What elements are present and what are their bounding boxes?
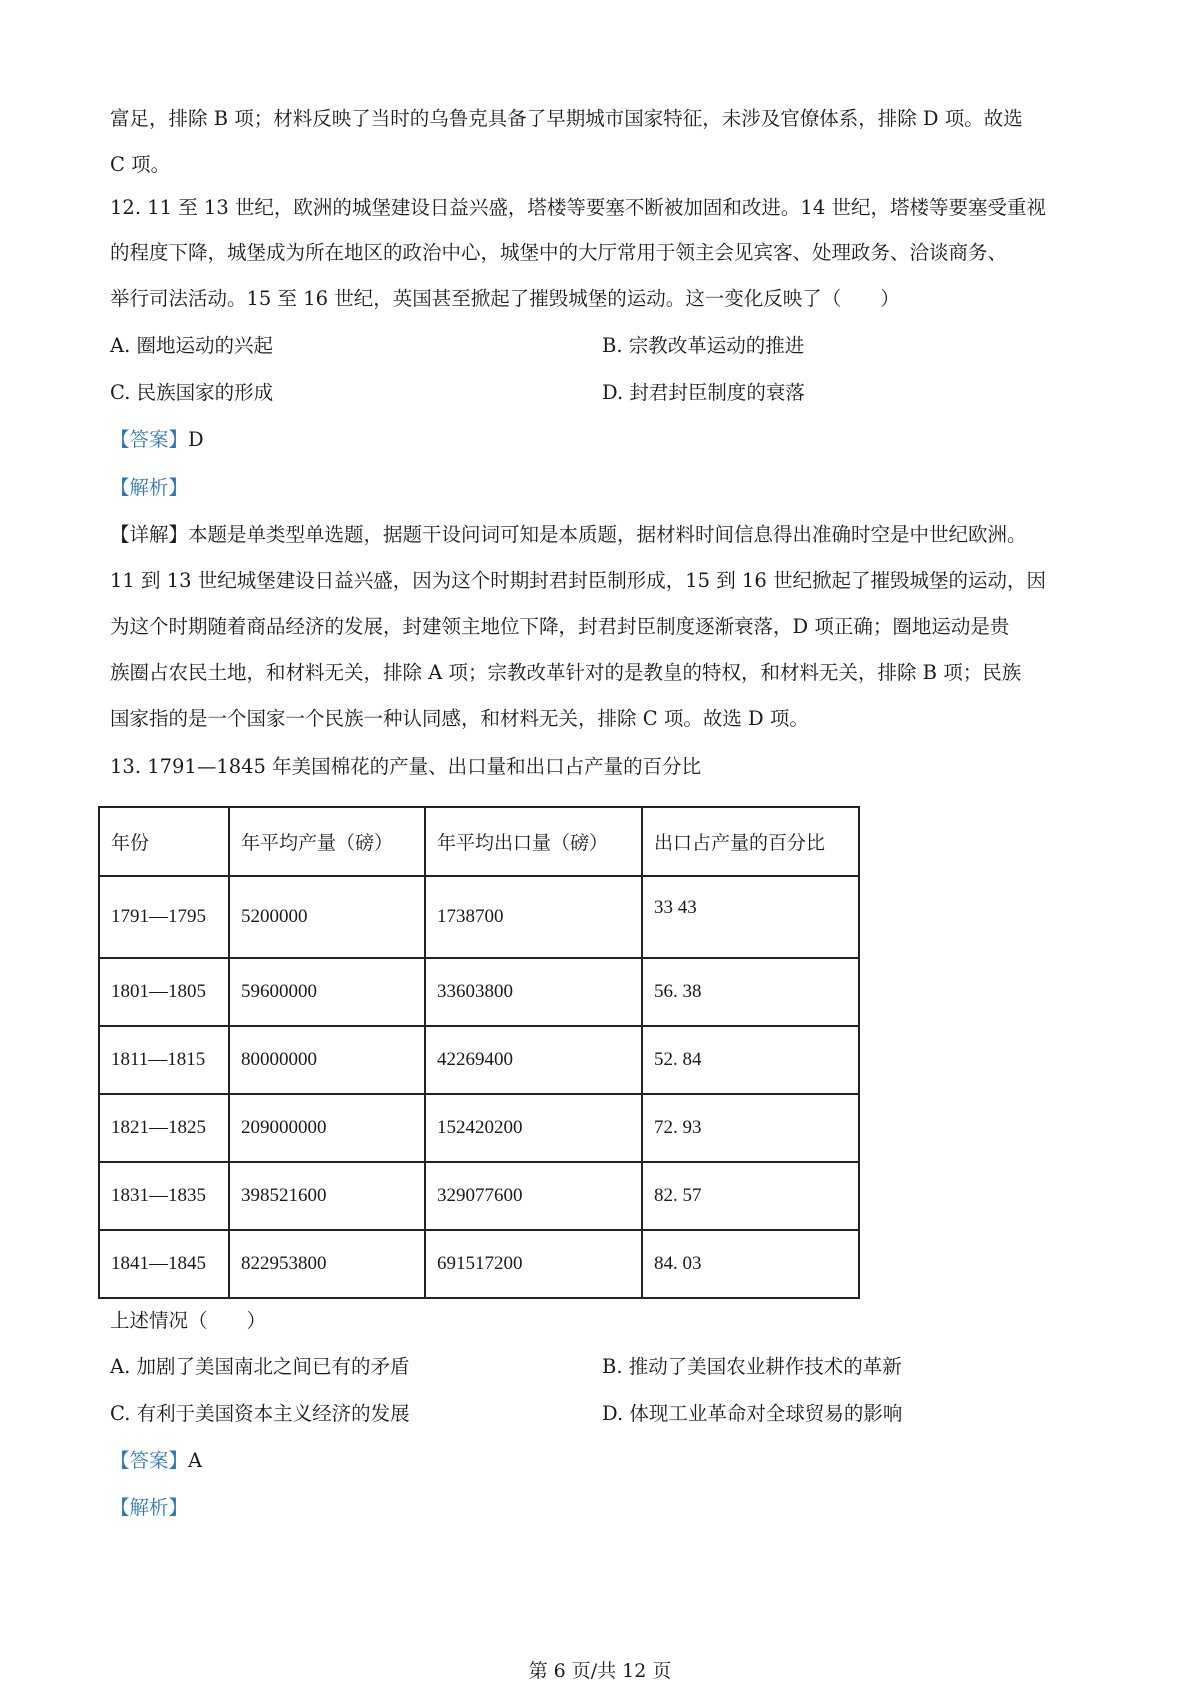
q13-answer — [110, 1447, 202, 1475]
table-header-row — [99, 807, 859, 876]
table-cell: 80000000 — [229, 1026, 425, 1094]
q12-stem-line-1: 12. 11 至 13 世纪，欧洲的城堡建设日益兴盛，塔楼等要塞不断被加固和改进。14 世纪，塔楼等要塞受重视 — [110, 196, 1046, 219]
q12-detail-line-1: 【详解】本题是单类型单选题，据题干设问词可知是本质题，据材料时间信息得出准确时空是中世纪欧洲。 — [110, 523, 1027, 546]
table-header-cell: 年平均产量（磅） — [229, 807, 425, 876]
table-cell: 398521600 — [229, 1162, 425, 1230]
table-cell: 329077600 — [425, 1162, 642, 1230]
table-cell: 59600000 — [229, 958, 425, 1026]
table-row — [99, 958, 859, 1026]
q12-detail-line-2: 11 到 13 世纪城堡建设日益兴盛，因为这个时期封君封臣制形成，15 到 16 世纪掀起了摧毁城堡的运动，因 — [110, 569, 1046, 592]
prev-explanation-line-2: C 项。 — [110, 153, 171, 176]
table-cell: 84. 03 — [642, 1230, 859, 1298]
table-row — [99, 1230, 859, 1298]
table-cell: 1841—1845 — [99, 1230, 229, 1298]
q12-stem-line-2: 的程度下降，城堡成为所在地区的政治中心，城堡中的大厅常用于领主会见宾客、处理政务、洽谈商务、 — [110, 241, 1008, 264]
q13-option-d: D. 体现工业革命对全球贸易的影响 — [602, 1402, 903, 1425]
prev-explanation-line-1: 富足，排除 B 项；材料反映了当时的乌鲁克具备了早期城市国家特征，未涉及官僚体系，排除 D 项。故选 — [110, 107, 1023, 130]
answer-value: A — [188, 1449, 203, 1472]
table-cell: 52. 84 — [642, 1026, 859, 1094]
table-cell: 152420200 — [425, 1094, 642, 1162]
page-footer: 第 6 页/共 12 页 — [528, 1660, 672, 1682]
table-row — [99, 1094, 859, 1162]
q13-option-b: B. 推动了美国农业耕作技术的革新 — [602, 1355, 902, 1378]
table-cell: 33603800 — [425, 958, 642, 1026]
q13-analysis-tag: 【解析】 — [110, 1496, 189, 1519]
answer-tag: 【答案】 — [110, 1449, 189, 1472]
table-cell: 209000000 — [229, 1094, 425, 1162]
table-header-cell: 出口占产量的百分比 — [642, 807, 859, 876]
q12-option-d: D. 封君封臣制度的衰落 — [602, 381, 805, 404]
q12-option-a: A. 圈地运动的兴起 — [110, 334, 273, 357]
table-cell: 1821—1825 — [99, 1094, 229, 1162]
q12-detail-line-4: 族圈占农民土地，和材料无关，排除 A 项；宗教改革针对的是教皇的特权，和材料无关，排除 B 项；民族 — [110, 661, 1022, 684]
q13-option-a: A. 加剧了美国南北之间已有的矛盾 — [110, 1355, 410, 1378]
table-row — [99, 876, 859, 958]
table-cell: 1801—1805 — [99, 958, 229, 1026]
table-cell: 42269400 — [425, 1026, 642, 1094]
table-cell: 82. 57 — [642, 1162, 859, 1230]
table-cell: 1811—1815 — [99, 1026, 229, 1094]
q12-detail-line-3: 为这个时期随着商品经济的发展，封建领主地位下降，封君封臣制度逐渐衰落，D 项正确；圈地运动是贵 — [110, 615, 1010, 638]
table-row — [99, 1026, 859, 1094]
answer-value: D — [188, 428, 204, 451]
table-cell-text: 33 43 — [654, 897, 697, 918]
table-cell: 1791—1795 — [99, 876, 229, 958]
table-header-cell: 年份 — [99, 807, 229, 876]
q12-option-c: C. 民族国家的形成 — [110, 381, 274, 404]
q12-option-b: B. 宗教改革运动的推进 — [602, 334, 805, 357]
table-row — [99, 1162, 859, 1230]
answer-tag: 【答案】 — [110, 428, 189, 451]
q13-title: 13. 1791—1845 年美国棉花的产量、出口量和出口占产量的百分比 — [110, 755, 702, 778]
q12-detail-line-5: 国家指的是一个国家一个民族一种认同感，和材料无关，排除 C 项。故选 D 项。 — [110, 707, 809, 730]
table-header-cell: 年平均出口量（磅） — [425, 807, 642, 876]
table-cell: 72. 93 — [642, 1094, 859, 1162]
q12-stem-line-3: 举行司法活动。15 至 16 世纪，英国甚至掀起了摧毁城堡的运动。这一变化反映了（ ） — [110, 287, 900, 310]
table-cell: 1738700 — [425, 876, 642, 958]
table-cell — [642, 876, 859, 958]
q12-answer — [110, 426, 204, 454]
q13-question: 上述情况（ ） — [110, 1309, 267, 1332]
table-cell: 1831—1835 — [99, 1162, 229, 1230]
table-cell: 5200000 — [229, 876, 425, 958]
table-cell: 56. 38 — [642, 958, 859, 1026]
q13-option-c: C. 有利于美国资本主义经济的发展 — [110, 1402, 410, 1425]
table-cell: 822953800 — [229, 1230, 425, 1298]
q12-analysis-tag: 【解析】 — [110, 476, 189, 499]
table-cell: 691517200 — [425, 1230, 642, 1298]
cotton-data-table — [98, 806, 860, 1299]
